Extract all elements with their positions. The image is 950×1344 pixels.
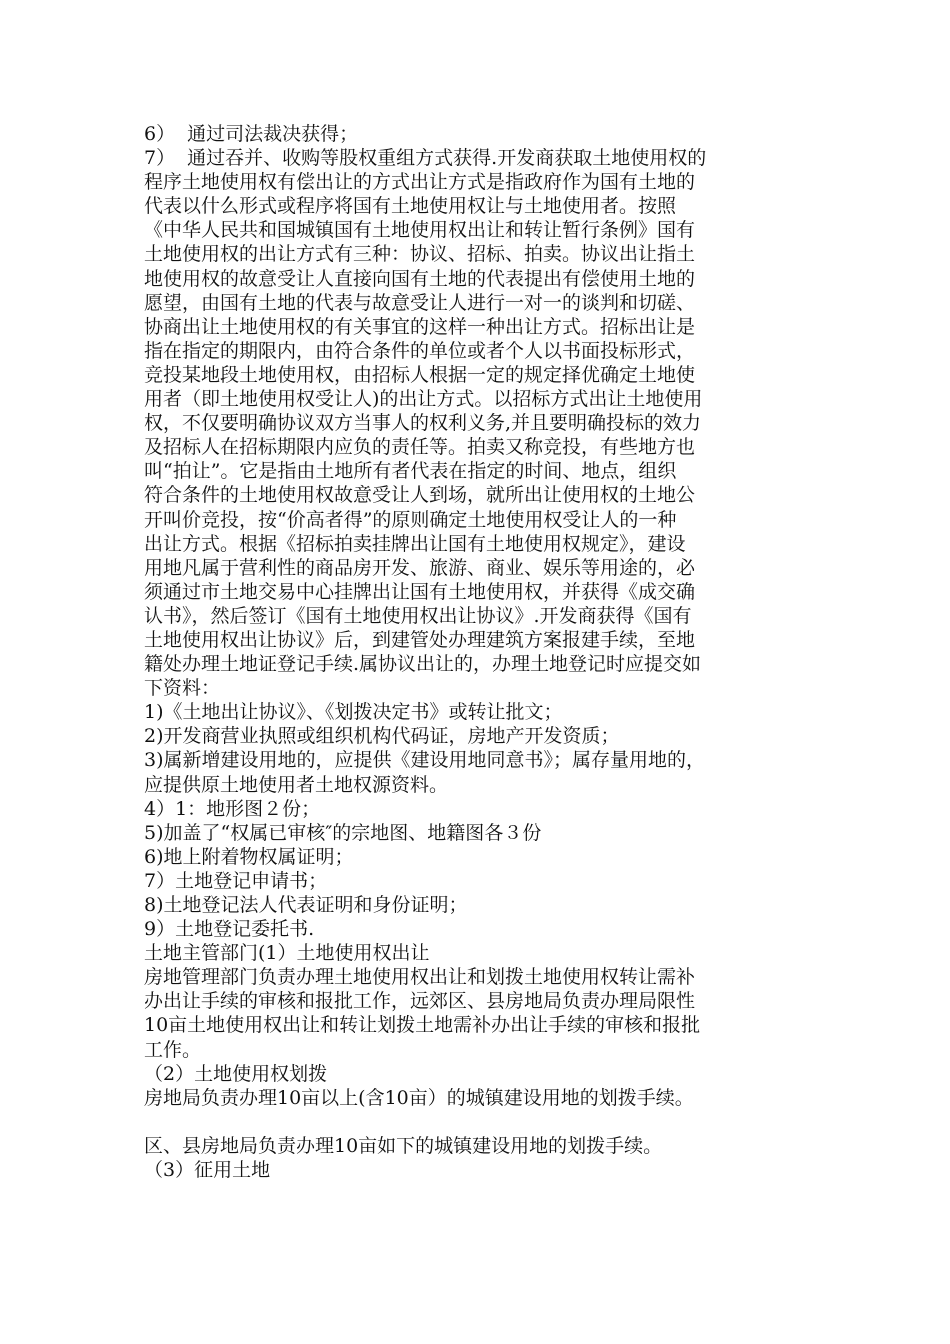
text-line: 区、县房地局负责办理10亩如下的城镇建设用地的划拨手续。 — [144, 1134, 663, 1157]
list-item: 9）土地登记委托书. — [144, 918, 315, 941]
text-line: 应提供原土地使用者土地权源资料。 — [144, 773, 449, 796]
blank-line — [144, 1110, 812, 1134]
text-line: 认书》，然后签订《国有土地使用权出让协议》.开发商获得《国有 — [144, 604, 692, 627]
text-line: 下资料： — [144, 677, 221, 700]
text-line: 协商出让土地使用权的有关事宜的这样一种出让方式。招标出让是 — [144, 315, 696, 338]
text-line: 房地局负责办理10亩以上(含10亩）的城镇建设用地的划拨手续。 — [144, 1086, 694, 1109]
text-line: 出让方式。根据《招标拍卖挂牌出让国有土地使用权规定》，建设 — [144, 532, 686, 555]
text-line: 及招标人在招标期限内应负的责任等。拍卖又称竞投，有些地方也 — [144, 436, 696, 459]
text-line: 符合条件的土地使用权故意受让人到场，就所出让使用权的土地公 — [144, 484, 696, 507]
section-heading: 土地主管部门(1）土地使用权出让 — [144, 942, 430, 965]
text-line: 10亩土地使用权出让和转让划拨土地需补办出让手续的审核和报批 — [144, 1014, 701, 1037]
list-item: 2)开发商营业执照或组织机构代码证，房地产开发资质； — [144, 725, 620, 748]
text-line: 地使用权的故意受让人直接向国有土地的代表提出有偿使用土地的 — [144, 267, 696, 290]
list-item: 4）1：地形图２份； — [144, 797, 321, 820]
text-line: 土地使用权出让协议》后，到建管处办理建筑方案报建手续，至地 — [144, 628, 696, 651]
text-line: 叫“拍让”。它是指由土地所有者代表在指定的时间、地点，组织 — [144, 460, 677, 483]
text-line: 权，不仅要明确协议双方当事人的权利义务,并且要明确投标的效力 — [144, 412, 702, 435]
text-line: 指在指定的期限内，由符合条件的单位或者个人以书面投标形式， — [144, 339, 696, 362]
text-line: 用者（即土地使用权受让人)的出让方式。以招标方式出让土地使用 — [144, 388, 703, 411]
text-line: 《中华人民共和国城镇国有土地使用权出让和转让暂行条例》国有 — [144, 219, 696, 242]
section-heading: （3）征用土地 — [144, 1159, 271, 1182]
text-line: 土地使用权的出让方式有三种：协议、招标、拍卖。协议出让指土 — [144, 243, 696, 266]
document-body — [144, 122, 812, 1182]
list-item: 1)《土地出让协议》、《划拨决定书》或转让批文； — [144, 701, 563, 724]
list-item: 7）土地登记申请书； — [144, 869, 328, 892]
text-line: 代表以什么形式或程序将国有土地使用权让与土地使用者。按照 — [144, 195, 677, 218]
text-line: 房地管理部门负责办理土地使用权出让和划拨土地使用权转让需补 — [144, 966, 696, 989]
section-heading: （2）土地使用权划拨 — [144, 1062, 328, 1085]
text-line: 用地凡属于营利性的商品房开发、旅游、商业、娱乐等用途的，必 — [144, 556, 696, 579]
text-line: 籍处办理土地证登记手续.属协议出让的，办理土地登记时应提交如 — [144, 653, 702, 676]
text-line: 工作。 — [144, 1038, 202, 1061]
text-line: 程序土地使用权有偿出让的方式出让方式是指政府作为国有土地的 — [144, 171, 696, 194]
list-item: 5)加盖了“权属已审核″的宗地图、地籍图各３份 — [144, 821, 542, 844]
text-line: 开叫价竞投，按“价高者得”的原则确定土地使用权受让人的一种 — [144, 508, 677, 531]
text-line: 办出让手续的审核和报批工作，远郊区、县房地局负责办理局限性 — [144, 990, 696, 1013]
list-item: 8)土地登记法人代表证明和身份证明； — [144, 894, 468, 916]
text-line: 7） 通过吞并、收购等股权重组方式获得.开发商获取土地使用权的 — [144, 147, 707, 170]
list-item: 6)地上附着物权属证明； — [144, 845, 354, 868]
text-line: 6） 通过司法裁决获得； — [144, 123, 359, 145]
text-line: 竞投某地段土地使用权，由招标人根据一定的规定择优确定土地使 — [144, 363, 696, 386]
list-item: 3)属新增建设用地的，应提供《建设用地同意书》；属存量用地的， — [144, 749, 706, 772]
text-line: 须通过市土地交易中心挂牌出让国有土地使用权，并获得《成交确 — [144, 580, 696, 603]
text-line: 愿望，由国有土地的代表与故意受让人进行一对一的谈判和切磋、 — [144, 291, 696, 314]
